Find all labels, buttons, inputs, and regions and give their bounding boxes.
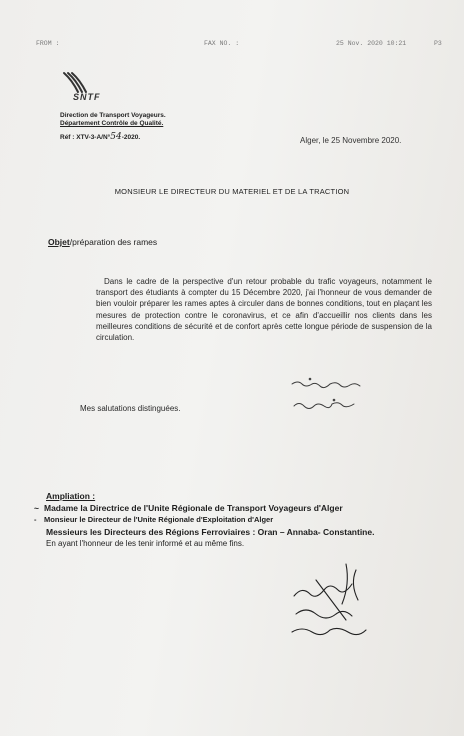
- salutations: Mes salutations distinguées.: [80, 404, 181, 413]
- fax-timestamp: 25 Nov. 2020 10:21: [336, 40, 407, 47]
- ampliation-recipient: Messieurs les Directeurs des Régions Ferroviaires : Oran – Annaba- Constantine.: [46, 527, 375, 537]
- ref-number: 54: [110, 132, 122, 142]
- department-line: Département Contrôle de Qualité.: [60, 120, 164, 127]
- fax-header: [36, 40, 450, 52]
- organization-block: [60, 112, 166, 128]
- ampliation-recipient: - Monsieur le Directeur de l'Unite Régionale d'Exploitation d'Alger: [34, 515, 274, 524]
- arabic-signature-icon: [290, 374, 370, 418]
- addressee: MONSIEUR LE DIRECTEUR DU MATERIEL ET DE LA TRACTION: [114, 187, 350, 196]
- reference-line: [60, 132, 140, 142]
- body-paragraph: Dans le cadre de la perspective d'un retour probable du trafic voyageurs, notamment le transport des étudiants à compter du 15 Décembre 2020, j'ai l'honneur de vous demander de bien vouloir préparer les rames aptes à circuler dans de bonnes conditions, tout en plaçant les mesures de protection contre le coronavirus, et ce afin d'accueillir nos clients dans les meilleures conditions de sécurité et de confort après cette longue période de suspension de la circulation.: [96, 277, 432, 343]
- fax-page: P3: [434, 40, 442, 47]
- fax-number: FAX NO. :: [204, 40, 240, 47]
- logo-text: SNTF: [73, 92, 101, 102]
- direction-line: Direction de Transport Voyageurs.: [60, 112, 166, 119]
- date-line: Alger, le 25 Novembre 2020.: [300, 136, 402, 145]
- ampliation-recipient: ~ Madame la Directrice de l'Unite Régionale de Transport Voyageurs d'Alger: [34, 503, 343, 513]
- subject-line: [48, 237, 157, 247]
- signature-stamp-icon: [286, 560, 376, 640]
- subject-label: Objet: [48, 237, 70, 247]
- ampliation-title: Ampliation :: [46, 491, 96, 501]
- ref-prefix: Réf : XTV-3-A/N°: [60, 134, 111, 141]
- ref-suffix: -2020.: [121, 134, 141, 141]
- ampliation-block: [34, 490, 375, 550]
- ampliation-closing: En ayant l'honneur de les tenir informé et au même fins.: [46, 539, 245, 548]
- subject-text: /préparation des rames: [69, 237, 158, 247]
- fax-from: FROM :: [36, 40, 60, 47]
